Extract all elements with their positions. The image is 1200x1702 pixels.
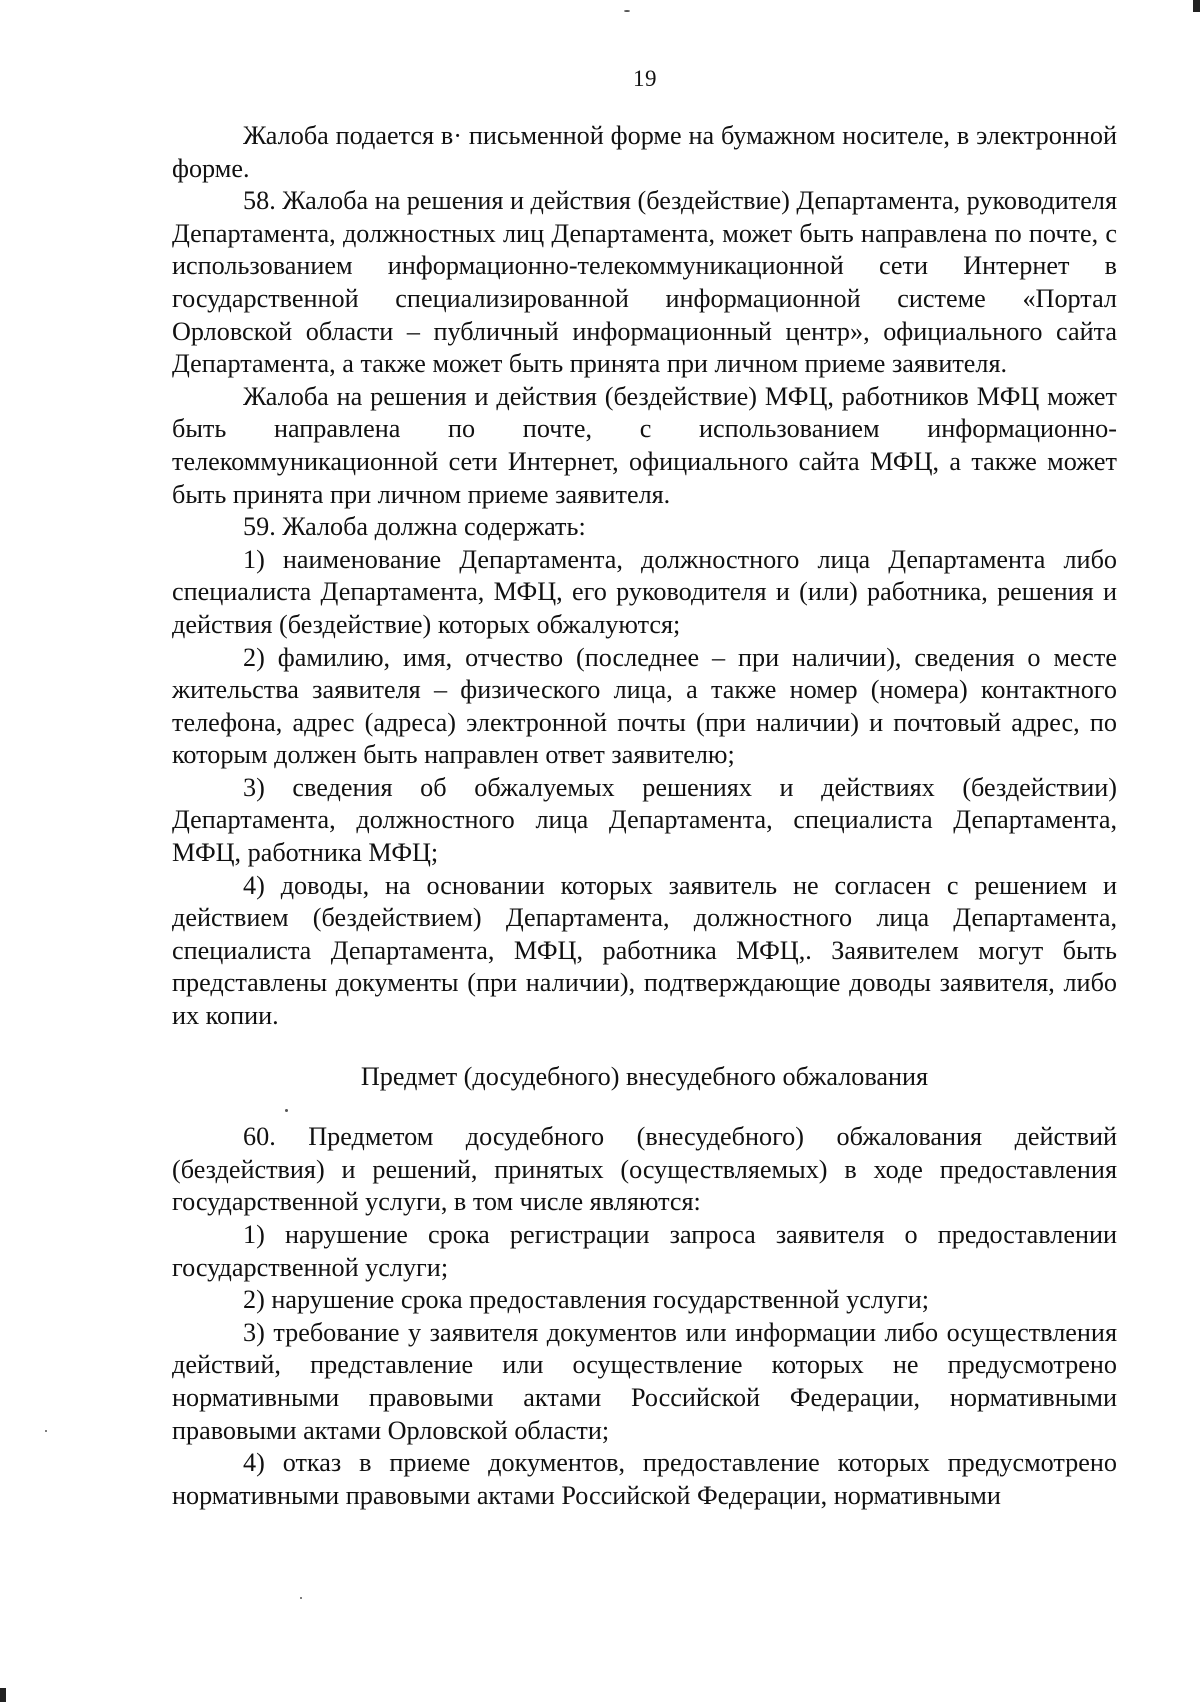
list-item: 2) фамилию, имя, отчество (последнее – при наличии), сведения о месте жительства заявителя – физического лица, а также номер (номера) контактного телефона, адрес (адреса) электронной почты (при наличии) и почтовый адрес, по которым должен быть направлен ответ заявителю; [172,642,1117,770]
scan-speck [624,10,630,12]
scan-speck [285,1109,288,1112]
scan-edge-mark [0,1688,6,1702]
page-number: 19 [633,66,657,91]
paragraph: Жалоба на решения и действия (бездействие) МФЦ, работников МФЦ может быть направлена по почте, с использованием информационно-телекоммуникационной сети Интернет, официального сайта МФЦ, а также может быть принята при личном приеме заявителя. [172,381,1117,509]
list-item: 3) требование у заявителя документов или информации либо осуществления действий, представление или осуществление которых не предусмотрено нормативными правовыми актами Российской Федерации, нормативными правовыми актами Орловской области; [172,1317,1117,1445]
list-item: 4) доводы, на основании которых заявитель не согласен с решением и действием (бездействием) Департамента, должностного лица Департамента, специалиста Департамента, МФЦ, работника МФЦ,. Заявителем могут быть представлены документы (при наличии), подтверждающие доводы заявителя, либо их копии. [172,870,1117,1031]
paragraph: 60. Предметом досудебного (внесудебного) обжалования действий (бездействия) и решений, принятых (осуществляемых) в ходе предоставления государственной услуги, в том числе являются: [172,1122,1117,1217]
scan-edge-mark [1193,0,1200,12]
list-item: 3) сведения об обжалуемых решениях и действиях (бездействии) Департамента, должностного лица Департамента, специалиста Департамента, МФЦ, работника МФЦ; [172,772,1117,868]
scan-speck [45,1430,47,1432]
scan-speck [300,1597,302,1599]
list-item: 4) отказ в приеме документов, предоставление которых предусмотрено нормативными правовыми актами Российской Федерации, нормативными [172,1448,1117,1510]
paragraph: 59. Жалоба должна содержать: [243,512,586,542]
list-item: 2) нарушение срока предоставления государственной услуги; [243,1285,930,1315]
paragraph: 58. Жалоба на решения и действия (бездействие) Департамента, руководителя Департамента, должностных лиц Департамента, может быть направлена по почте, с использованием информационно-телекоммуникационной сети Интернет в государственной специализированной информационной системе «Портал Орловской области – публичный информационный центр», официального сайта Департамента, а также может быть принята при личном приеме заявителя. [172,186,1117,379]
list-item: 1) нарушение срока регистрации запроса заявителя о предоставлении государственной услуги; [172,1220,1117,1282]
paragraph: Жалоба подается в· письменной форме на бумажном носителе, в электронной форме. [172,121,1117,183]
section-heading: Предмет (досудебного) внесудебного обжалования [360,1061,929,1091]
document-body [172,120,1117,1512]
list-item: 1) наименование Департамента, должностного лица Департамента либо специалиста Департамента, МФЦ, его руководителя и (или) работника, решения и действия (бездействие) которых обжалуются; [172,544,1117,639]
